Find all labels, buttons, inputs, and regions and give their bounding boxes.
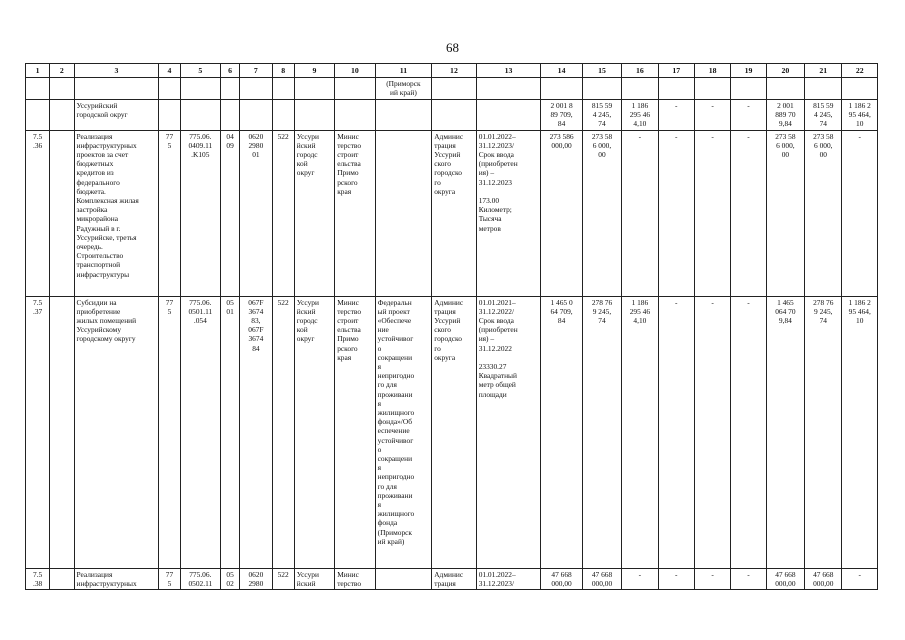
table-cell bbox=[335, 130, 375, 296]
header-cell: 1 bbox=[26, 64, 50, 78]
table-cell bbox=[26, 296, 50, 568]
code-cell: 0620 2980 01 bbox=[248, 131, 264, 160]
amount-cell: 278 76 9 245, 74 bbox=[813, 297, 834, 326]
table-cell bbox=[582, 78, 621, 100]
table-cell bbox=[731, 130, 766, 296]
amount-cell: 47 668 000,00 bbox=[813, 569, 834, 588]
table-cell bbox=[272, 78, 294, 100]
table-cell bbox=[658, 100, 694, 131]
table-cell bbox=[432, 78, 476, 100]
federal-project-cont: (Приморск ий край) bbox=[386, 79, 421, 98]
amount-cell: - bbox=[711, 297, 714, 307]
table-cell bbox=[694, 130, 730, 296]
continuation-row bbox=[26, 78, 878, 100]
municipality-cell: Уссури йский городс кой округ bbox=[296, 297, 319, 344]
table-cell bbox=[731, 296, 766, 568]
header-cell: 4 bbox=[159, 64, 180, 78]
table-cell bbox=[335, 100, 375, 131]
table-cell bbox=[432, 130, 476, 296]
table-cell bbox=[272, 130, 294, 296]
table-cell bbox=[180, 130, 220, 296]
amount-cell: - bbox=[711, 569, 714, 579]
table-cell bbox=[805, 130, 842, 296]
code-cell: 77 5 bbox=[165, 297, 174, 316]
table-cell bbox=[476, 78, 541, 100]
municipality-cell: Уссури йский городс кой округ bbox=[296, 131, 319, 178]
table-cell bbox=[842, 130, 878, 296]
header-row bbox=[26, 64, 878, 78]
table-cell bbox=[694, 100, 730, 131]
table-cell bbox=[294, 568, 334, 589]
amount-cell: 273 58 6 000, 00 bbox=[813, 131, 834, 160]
table-cell bbox=[842, 100, 878, 131]
table-cell bbox=[159, 78, 180, 100]
measure-name: Субсидии на приобретение жилых помещений Уссурийскому городскому округу bbox=[76, 297, 137, 344]
code-cell: 04 09 bbox=[226, 131, 234, 150]
table-cell bbox=[694, 78, 730, 100]
executor-cell: Админис трация bbox=[434, 569, 464, 588]
table-cell bbox=[432, 296, 476, 568]
table-cell bbox=[240, 78, 272, 100]
amount-cell: 1 465 064 70 9,84 bbox=[775, 297, 796, 326]
amount-cell: - bbox=[747, 569, 750, 579]
table-cell bbox=[731, 78, 766, 100]
table-cell bbox=[180, 78, 220, 100]
header-cell: 7 bbox=[240, 64, 272, 78]
amount-cell: - bbox=[747, 131, 750, 141]
table-cell bbox=[335, 296, 375, 568]
header-cell: 9 bbox=[294, 64, 334, 78]
table-cell bbox=[240, 568, 272, 589]
table-cell bbox=[541, 130, 582, 296]
table-cell bbox=[221, 296, 240, 568]
ministry-cell: Минис терство строит ельства Примо рского края bbox=[337, 297, 362, 362]
amount-cell: 273 58 6 000, 00 bbox=[775, 131, 796, 160]
page-number: 68 bbox=[446, 40, 459, 55]
period-cell: 01.01.2021– 31.12.2022/ Срок ввода (приобретен ия) – 31.12.2022 23330.27 Квадратный метр общей площади bbox=[478, 297, 518, 399]
code-cell: 05 01 bbox=[226, 297, 234, 316]
table-cell bbox=[842, 568, 878, 589]
amount-cell: - bbox=[675, 131, 678, 141]
table-cell bbox=[766, 78, 804, 100]
code-cell: 522 bbox=[277, 131, 289, 141]
table-cell bbox=[805, 100, 842, 131]
table-cell bbox=[294, 296, 334, 568]
row-number: 7.5 .38 bbox=[33, 569, 43, 588]
amount-cell: 47 668 000,00 bbox=[551, 569, 572, 588]
period-cell: 01.01.2022– 31.12.2023/ bbox=[478, 569, 516, 588]
amount-cell: 278 76 9 245, 74 bbox=[591, 297, 613, 326]
amount-cell: - bbox=[711, 131, 714, 141]
table-cell bbox=[476, 296, 541, 568]
amount-cell: 1 186 2 95 464, 10 bbox=[848, 297, 871, 326]
table-cell bbox=[159, 296, 180, 568]
table-cell bbox=[74, 78, 159, 100]
code-cell: 0620 2980 bbox=[248, 569, 264, 588]
table-cell bbox=[74, 296, 159, 568]
table-row bbox=[26, 130, 878, 296]
code-cell: 775.06. 0409.11 .K105 bbox=[188, 131, 213, 160]
header-cell: 18 bbox=[694, 64, 730, 78]
table-cell bbox=[805, 296, 842, 568]
table-cell bbox=[766, 130, 804, 296]
table-cell bbox=[180, 296, 220, 568]
table-cell bbox=[541, 100, 582, 131]
table-cell bbox=[658, 130, 694, 296]
table-cell bbox=[159, 130, 180, 296]
amount-cell: 815 59 4 245, 74 bbox=[591, 101, 613, 129]
header-cell: 16 bbox=[622, 64, 658, 78]
amount-cell: - bbox=[747, 297, 750, 307]
table-cell bbox=[50, 296, 74, 568]
header-cell: 2 bbox=[50, 64, 74, 78]
table-cell bbox=[432, 568, 476, 589]
table-cell bbox=[432, 100, 476, 131]
header-cell: 3 bbox=[74, 64, 159, 78]
total-row bbox=[26, 100, 878, 131]
measure-name: Реализация инфраструктурных проектов за счет бюджетных кредитов из федерального бюджета. Комплексная жилая застройка микрорайона Радужный в г. Уссурийске, третья очередь. Строительство транспортной инфраструктуры bbox=[76, 131, 139, 279]
table-cell bbox=[766, 100, 804, 131]
table-cell bbox=[272, 296, 294, 568]
budget-table bbox=[25, 63, 878, 590]
amount-cell: 2 001 889 70 9,84 bbox=[775, 101, 796, 129]
amount-cell: 47 668 000,00 bbox=[775, 569, 796, 588]
table-cell bbox=[335, 568, 375, 589]
table-cell bbox=[50, 78, 74, 100]
ministry-cell: Минис терство bbox=[337, 569, 362, 588]
header-cell: 19 bbox=[731, 64, 766, 78]
table-cell bbox=[159, 568, 180, 589]
amount-cell: - bbox=[675, 297, 678, 307]
table-cell bbox=[180, 100, 220, 131]
table-cell bbox=[159, 100, 180, 131]
table-cell bbox=[622, 130, 658, 296]
table-cell bbox=[50, 100, 74, 131]
table-cell bbox=[335, 78, 375, 100]
table-cell bbox=[50, 568, 74, 589]
header-cell: 8 bbox=[272, 64, 294, 78]
ministry-cell: Минис терство строит ельства Примо рского края bbox=[337, 131, 362, 196]
table-cell bbox=[272, 568, 294, 589]
table-cell bbox=[476, 130, 541, 296]
code-cell: 522 bbox=[277, 297, 289, 307]
table-cell bbox=[26, 568, 50, 589]
amount-cell: 1 465 0 64 709, 84 bbox=[550, 297, 573, 326]
amount-cell: - bbox=[638, 569, 642, 579]
amount-cell: - bbox=[858, 131, 861, 141]
table-cell bbox=[221, 568, 240, 589]
table-cell bbox=[622, 78, 658, 100]
table-cell bbox=[582, 130, 621, 296]
executor-cell: Админис трация Уссурий ского городско го округа bbox=[434, 131, 464, 196]
table-cell bbox=[805, 568, 842, 589]
table-cell bbox=[294, 100, 334, 131]
code-cell: 77 5 bbox=[165, 569, 174, 588]
table-cell bbox=[622, 568, 658, 589]
table-cell bbox=[375, 296, 432, 568]
code-cell: 05 02 bbox=[226, 569, 234, 588]
period-cell: 01.01.2022– 31.12.2023/ Срок ввода (приобретен ия) – 31.12.2023 173.00 Километр; Тысяча метров bbox=[478, 131, 518, 233]
table-cell bbox=[622, 296, 658, 568]
table-cell bbox=[842, 78, 878, 100]
amount-cell: 815 59 4 245, 74 bbox=[813, 101, 834, 129]
table-row bbox=[26, 296, 878, 568]
table-cell bbox=[582, 568, 621, 589]
header-cell: 11 bbox=[375, 64, 432, 78]
code-cell: 775.06. 0502.11 bbox=[188, 569, 213, 588]
table-cell bbox=[731, 100, 766, 131]
table-cell bbox=[180, 568, 220, 589]
table-cell bbox=[240, 130, 272, 296]
header-cell: 17 bbox=[658, 64, 694, 78]
table-cell bbox=[658, 568, 694, 589]
amount-cell: - bbox=[675, 569, 678, 579]
table-cell bbox=[375, 78, 432, 100]
header-cell: 21 bbox=[805, 64, 842, 78]
header-cell: 10 bbox=[335, 64, 375, 78]
table-cell bbox=[731, 568, 766, 589]
executor-cell: Админис трация Уссурий ского городско го округа bbox=[434, 297, 464, 362]
amount-cell: 47 668 000,00 bbox=[591, 569, 613, 588]
table-cell bbox=[476, 568, 541, 589]
table-cell bbox=[74, 568, 159, 589]
amount-cell: 273 58 6 000, 00 bbox=[591, 131, 613, 160]
header-cell: 20 bbox=[766, 64, 804, 78]
table-cell bbox=[582, 100, 621, 131]
amount-cell: 1 186 2 95 464, 10 bbox=[848, 101, 871, 129]
amount-cell: - bbox=[638, 131, 642, 141]
table-cell bbox=[766, 568, 804, 589]
header-cell: 5 bbox=[180, 64, 220, 78]
table-cell bbox=[74, 100, 159, 131]
table-cell bbox=[842, 296, 878, 568]
table-cell bbox=[541, 568, 582, 589]
district-total-label: Уссурийский городской округ bbox=[76, 101, 128, 120]
table-cell bbox=[272, 100, 294, 131]
header-cell: 6 bbox=[221, 64, 240, 78]
amount-cell: 273 586 000,00 bbox=[549, 131, 574, 150]
table-cell bbox=[694, 568, 730, 589]
table-row bbox=[26, 568, 878, 589]
table-cell bbox=[658, 78, 694, 100]
table-cell bbox=[26, 78, 50, 100]
table-cell bbox=[694, 296, 730, 568]
table-cell bbox=[805, 78, 842, 100]
table-cell bbox=[26, 100, 50, 131]
code-cell: 522 bbox=[277, 569, 289, 579]
table-cell bbox=[375, 568, 432, 589]
measure-name: Реализация инфраструктурных bbox=[76, 569, 137, 588]
table-cell bbox=[74, 130, 159, 296]
table-cell bbox=[221, 100, 240, 131]
table-cell bbox=[541, 78, 582, 100]
table-cell bbox=[240, 100, 272, 131]
table-cell bbox=[50, 130, 74, 296]
code-cell: 067F 3674 83, 067F 3674 84 bbox=[248, 297, 264, 353]
header-cell: 12 bbox=[432, 64, 476, 78]
header-cell: 22 bbox=[842, 64, 878, 78]
amount-cell: 2 001 8 89 709, 84 bbox=[550, 101, 573, 129]
amount-cell: 1 186 295 46 4,10 bbox=[629, 101, 651, 129]
table-cell bbox=[221, 78, 240, 100]
table-cell bbox=[582, 296, 621, 568]
table-cell bbox=[375, 130, 432, 296]
table-cell bbox=[658, 296, 694, 568]
table-cell bbox=[476, 100, 541, 131]
header-cell: 13 bbox=[476, 64, 541, 78]
table-cell bbox=[375, 100, 432, 131]
amount-cell: 1 186 295 46 4,10 bbox=[629, 297, 651, 326]
header-cell: 14 bbox=[541, 64, 582, 78]
table-cell bbox=[26, 130, 50, 296]
amount-cell: - bbox=[711, 101, 714, 110]
amount-cell: - bbox=[858, 569, 861, 579]
municipality-cell: Уссури йский bbox=[296, 569, 319, 588]
row-number: 7.5 .36 bbox=[33, 131, 43, 150]
table-cell bbox=[240, 296, 272, 568]
row-number: 7.5 .37 bbox=[33, 297, 43, 316]
table-cell bbox=[221, 130, 240, 296]
table-cell bbox=[622, 100, 658, 131]
code-cell: 77 5 bbox=[165, 131, 174, 150]
table-cell bbox=[541, 296, 582, 568]
amount-cell: - bbox=[747, 101, 750, 110]
amount-cell: - bbox=[675, 101, 678, 110]
table-cell bbox=[294, 78, 334, 100]
code-cell: 775.06. 0501.11 .054 bbox=[188, 297, 213, 326]
table-cell bbox=[294, 130, 334, 296]
federal-project-cell: Федеральн ый проект «Обеспече ние устойчивог о сокращени я непригодно го для проживани я жилищного фонда»/Об еспечение устойчивог о сокращени я непригодно го для проживани я жилищного фонда (Приморск ий край) bbox=[377, 297, 415, 546]
header-cell: 15 bbox=[582, 64, 621, 78]
table-cell bbox=[766, 296, 804, 568]
